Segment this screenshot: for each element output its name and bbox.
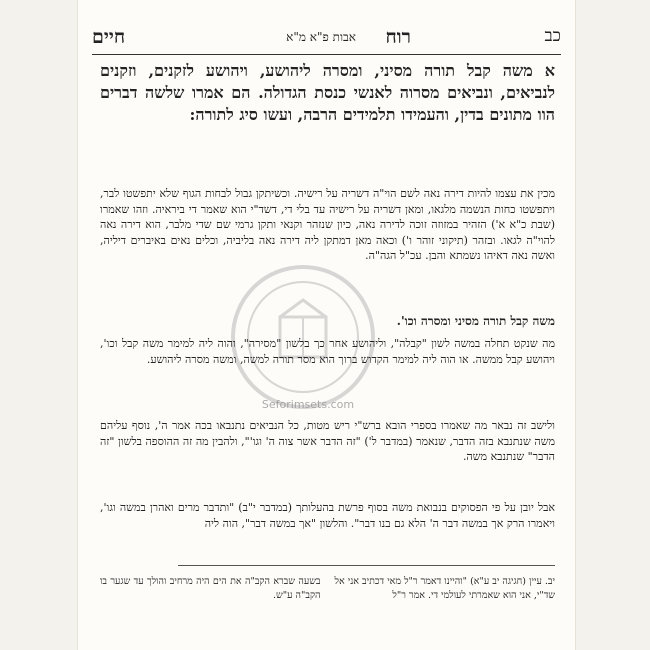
- chapter-reference: אבות פ"א מ"א: [286, 30, 356, 44]
- commentary-paragraph: מכין את עצמו להיות דירה נאה לשם הוי"ה דשריה על רישיה. וכשיתקן גבול לבחות הגוף שלא יתפשטו לבר, ויתפשטו כחות הנשמה מלגאו, ומאן דשריה על רישיה עד בלי די, דשד"י הוא שאמר די ביראיה. וזהו שאמרו (שבת כ"א א') הזהיר במזוזה זוכה לדירה נאה, כיון שנזהר וקנאי ותקן גרמי שם שדי מלבר, הוא דירה נאה להוי"ה לגאו. ובזהר (תיקוני זוהר ו') וכאה מאן דמתקן ליה דירה נאה בליביה, וכלים נאים באיברים דיליה, ואשה נאה דאיהו נשמתא והבן. עכ"ל הגה"ה.: [100, 187, 555, 262]
- running-title: רוח: [385, 26, 411, 48]
- footnote-divider: [178, 565, 555, 566]
- body-paragraph: ולישב זה נבאר מה שאמרו בספרי הובא ברש"י ריש מטות, כל הנביאים נתנבאו בכה אמר ה', נוסף עליהם משה שנתנבא בזה הדבר, שנאמר (במדבר ל') "זה הדבר אשר צוה ה' וגו'", ולהבין מה זה ההוספה בלשון "זה הדבר" שנתנבא משה.: [100, 419, 555, 463]
- document-page: [78, 0, 575, 650]
- watermark-text: Seforimsets.com: [261, 398, 355, 411]
- mishna-body: משה קבל תורה מסיני, ומסרה ליהושע, ויהושע לזקנים, וזקנים לנביאים, ונביאים מסרוה לאנשי כנסת הגדולה. הם אמרו שלשה דברים הוו מתונים בדין, והעמידו תלמידים הרבה, ועשו סיג לתורה:: [100, 61, 555, 124]
- body-paragraph: מה שנקט תחלה במשה לשון "קבלה", וליהושע אחר כך בלשון "מסירה", והוה ליה למימר משה קבל וכו', ויהושע קבל ממשה. או הוה ליה למימר הקדוש ברוך הוא מסר תורה למשה, ומשה מסרה ליהושע.: [100, 337, 555, 366]
- section-heading: משה קבל תורה מסיני ומסרה וכו'.: [396, 314, 555, 328]
- footnote-column: בשעה שברא הקב"ה את הים היה מרחיב והולך עד שגער בו הקב"ה ע"ש.: [100, 576, 321, 601]
- mishna-marker: א: [544, 61, 555, 80]
- running-header: [92, 26, 561, 55]
- footnotes: [100, 575, 555, 603]
- body-paragraph: אבל יובן על פי הפסוקים בנבואת משה בסוף פרשת בהעלותך (במדבר י"ב) "ותדבר מרים ואהרן במשה וגו', ויאמרו הרק אך במשה דבר ה' הלא גם בנו דבר". והלשון "אך במשה דבר", הוה ליה: [100, 501, 555, 530]
- page-number: כב: [544, 26, 561, 46]
- mishna-text: [100, 60, 555, 126]
- book-title: חיים: [92, 26, 126, 48]
- footnote-column: יב. עיין (חגיגה יב ע"א) "והיינו דאמר ר"ל מאי דכתיב אני אל שד"י, אני הוא שאמרתי לעולמי די. אמר ר"ל: [334, 576, 555, 601]
